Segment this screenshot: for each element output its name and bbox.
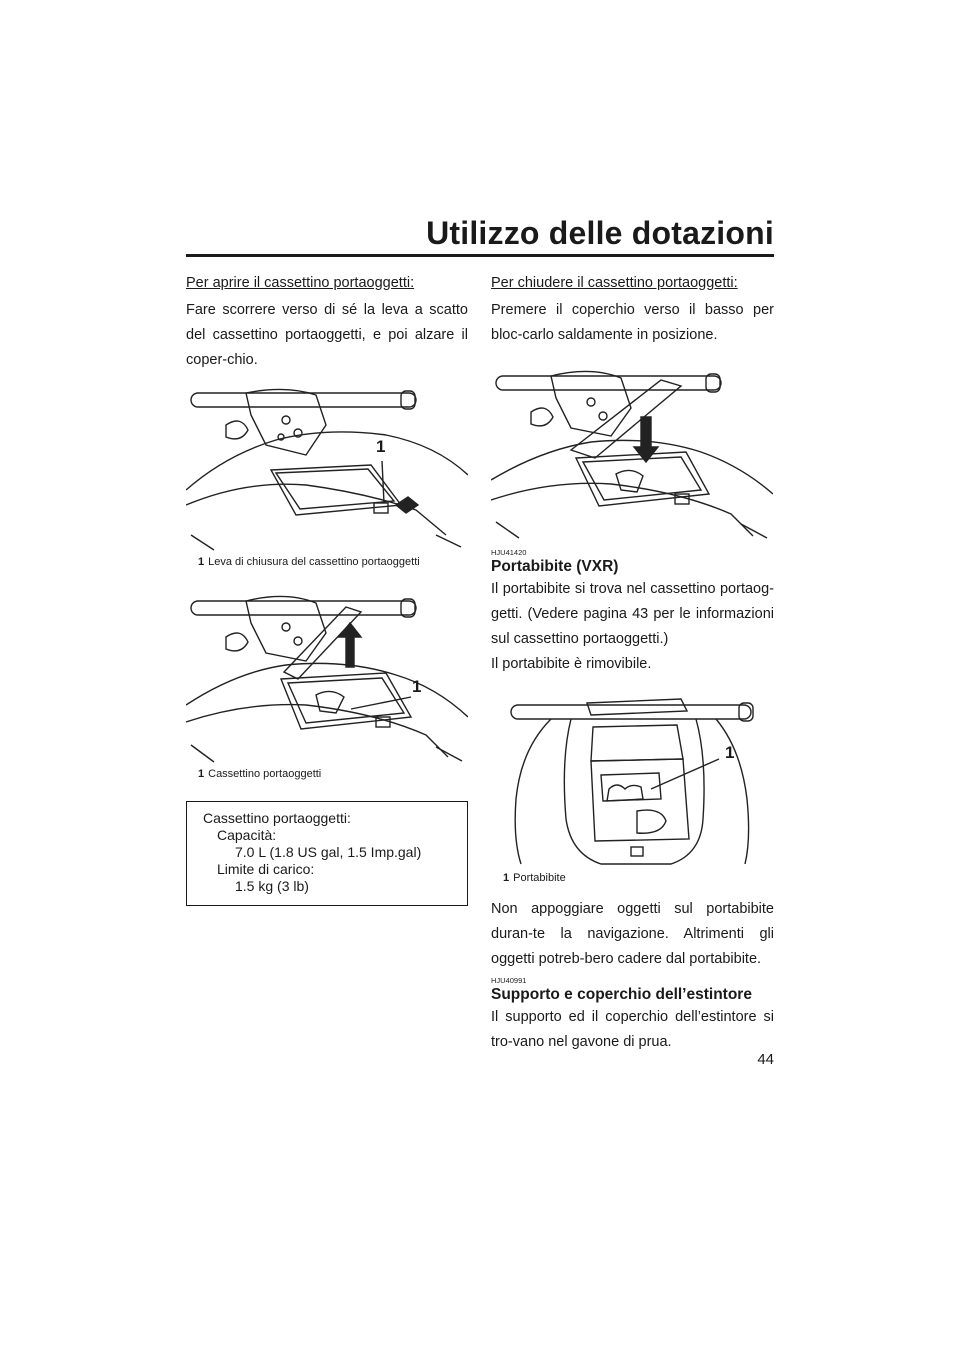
portabibite-text3: Non appoggiare oggetti sul portabibite duran-te la navigazione. Altrimenti gli oggetti potreb-bero cadere dal portabibite. <box>491 901 774 967</box>
jetski-storage-close-illustration <box>491 362 773 542</box>
left-column <box>186 272 468 906</box>
figure3-callout: 1 <box>725 743 735 762</box>
figure-storage-open <box>186 587 468 781</box>
jetski-storage-open-illustration <box>186 587 468 765</box>
open-text: Fare scorrere verso di sé la leva a scatto del cassettino portaoggetti, e poi alzare il coper-chio. <box>186 302 468 368</box>
right-column <box>491 272 774 1055</box>
figure1-caption-text: Leva di chiusura del cassettino portaoggetti <box>208 556 420 568</box>
spec-load-label: Limite di carico: <box>217 861 315 877</box>
open-heading: Per aprire il cassettino portaoggetti: <box>186 275 415 291</box>
figure-storage-lever <box>186 385 468 569</box>
figure2-caption-number: 1 <box>198 768 205 780</box>
portabibite-code: HJU41420 <box>491 548 527 557</box>
estintore-code: HJU40991 <box>491 976 527 985</box>
figure3-caption-number: 1 <box>503 872 510 884</box>
close-heading: Per chiudere il cassettino portaoggetti: <box>491 275 738 291</box>
spec-title: Cassettino portaoggetti: <box>203 810 351 826</box>
figure2-callout: 1 <box>412 677 422 696</box>
jetski-handlebar-lever-illustration <box>186 385 468 553</box>
storage-specification-box <box>186 801 468 906</box>
figure1-caption-number: 1 <box>198 556 205 568</box>
estintore-heading: Supporto e coperchio dell’estintore <box>491 986 752 1003</box>
figure3-caption <box>503 871 774 885</box>
portabibite-text1: Il portabibite si trova nel cassettino portaog-getti. (Vedere pagina 43 per le informazioni sul cassettino portaoggetti.) <box>491 581 774 647</box>
page-number: 44 <box>757 1051 774 1068</box>
estintore-text: Il supporto ed il coperchio dell’estintore si tro-vano nel gavone di prua. <box>491 1009 774 1050</box>
jetski-cupholder-illustration <box>491 689 773 869</box>
figure-storage-close <box>491 362 774 542</box>
portabibite-text2: Il portabibite è rimovibile. <box>491 656 652 672</box>
spec-load-value: 1.5 kg (3 lb) <box>235 878 309 894</box>
spec-capacity-value: 7.0 L (1.8 US gal, 1.5 Imp.gal) <box>235 844 422 860</box>
spec-capacity-label: Capacità: <box>217 827 277 843</box>
figure2-caption <box>198 767 468 781</box>
portabibite-heading: Portabibite (VXR) <box>491 558 619 575</box>
figure1-caption <box>198 555 468 569</box>
figure1-callout: 1 <box>376 437 386 456</box>
figure-portabibite <box>491 689 774 885</box>
title-rule <box>186 254 774 257</box>
close-text: Premere il coperchio verso il basso per bloc-carlo saldamente in posizione. <box>491 302 774 343</box>
page-title: Utilizzo delle dotazioni <box>426 215 774 251</box>
figure2-caption-text: Cassettino portaoggetti <box>208 768 322 780</box>
figure3-caption-text: Portabibite <box>513 872 566 884</box>
